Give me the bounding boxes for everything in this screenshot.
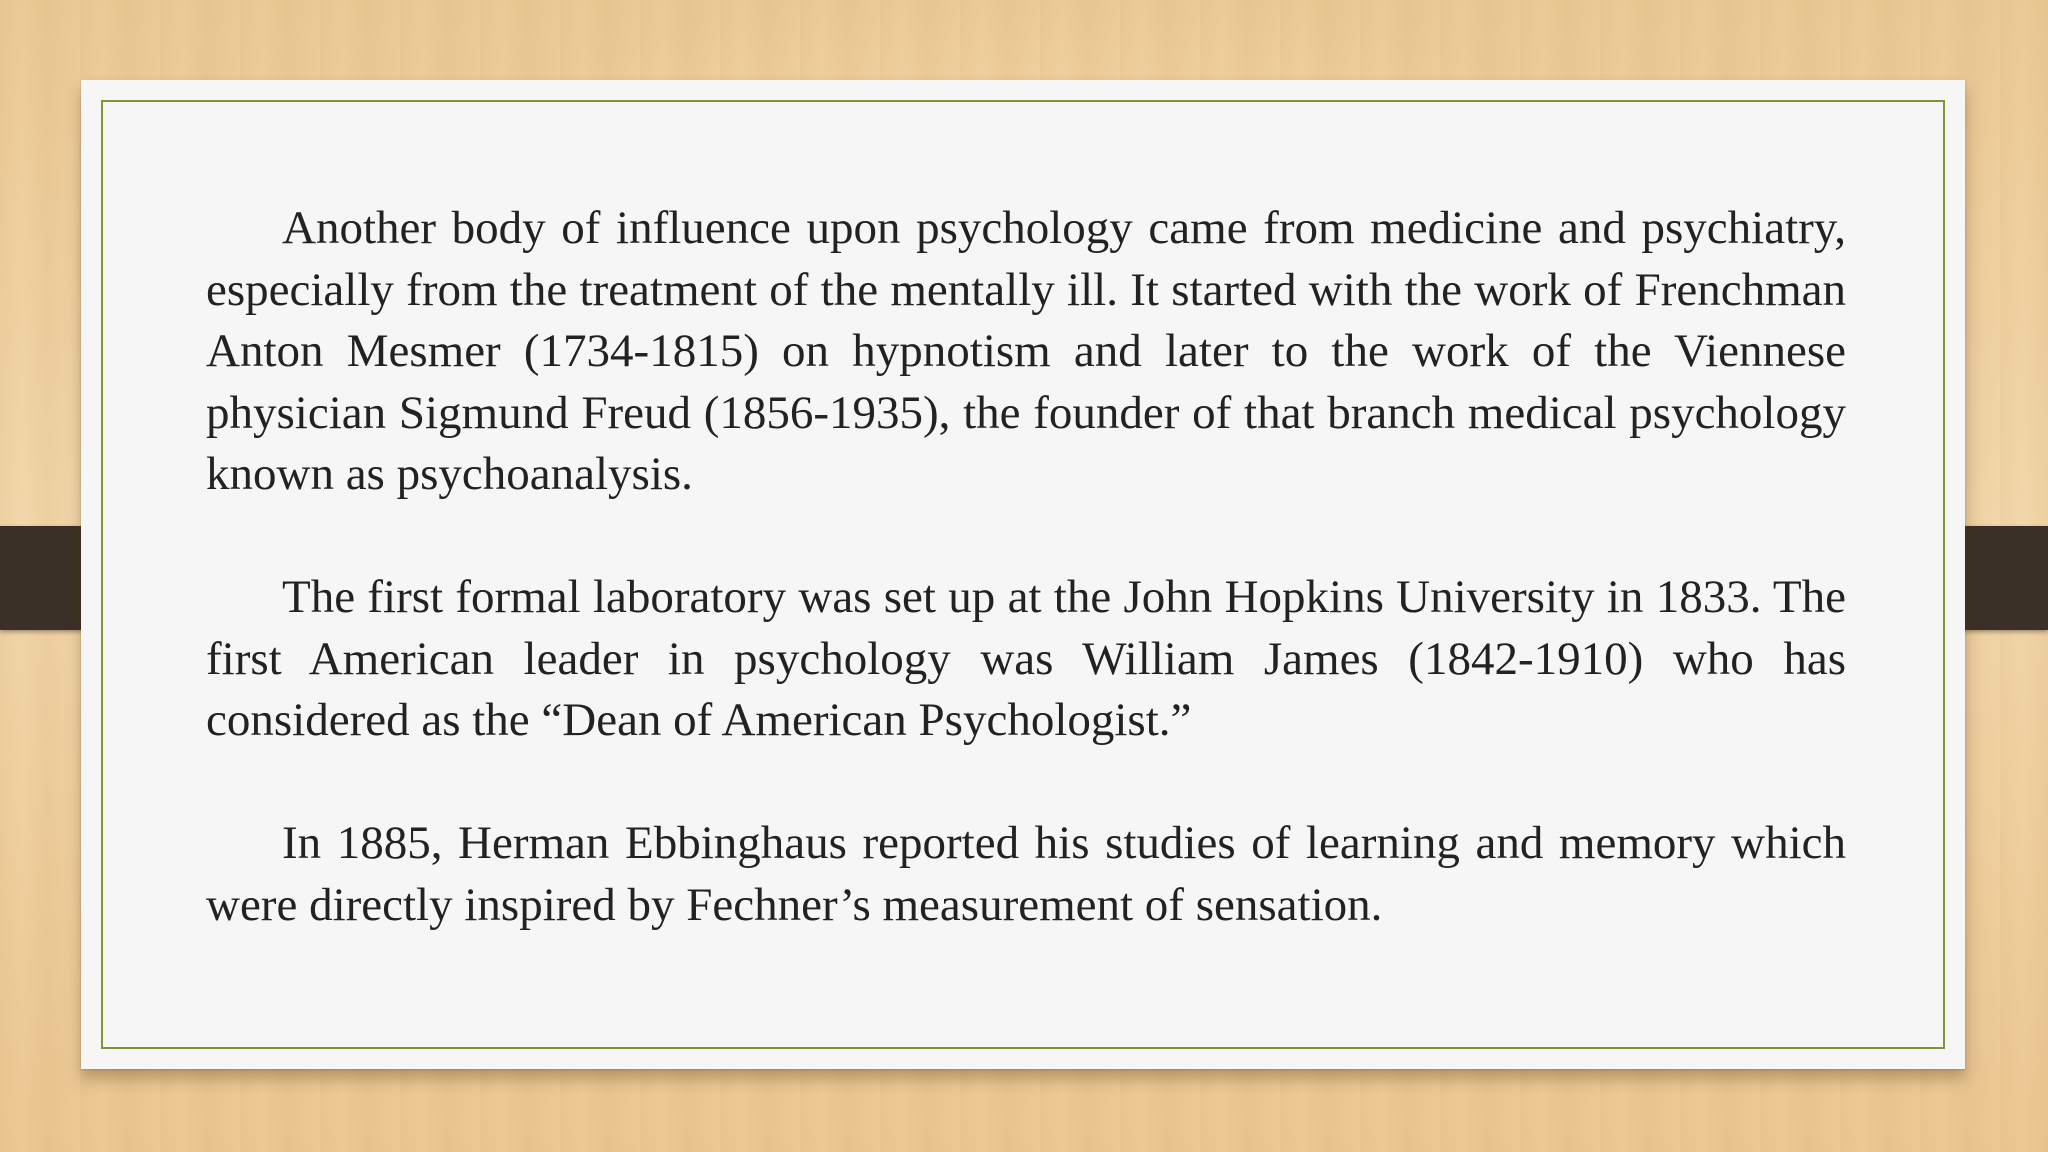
paragraph-ebbinghaus: In 1885, Herman Ebbinghaus reported his studies of learning and memory which were directly inspired by Fechner’s measurement of sensation. [206, 817, 1846, 931]
slide-body-text [206, 198, 1846, 998]
paragraph-mesmer-freud: Another body of influence upon psychology came from medicine and psychiatry, especially from the treatment of the mentally ill. It started with the work of Frenchman Anton Mesmer (1734-1815) on hypnotism and later to the work of the Viennese physician Sigmund Freud (1856-1935), the founder of that branch medical psychology known as psychoanalysis. [206, 202, 1846, 500]
paragraph-first-laboratory: The first formal laboratory was set up at the John Hopkins University in 1833. The first American leader in psychology was William James (1842-1910) who has considered as the “Dean of American Psychologist.” [206, 571, 1846, 746]
